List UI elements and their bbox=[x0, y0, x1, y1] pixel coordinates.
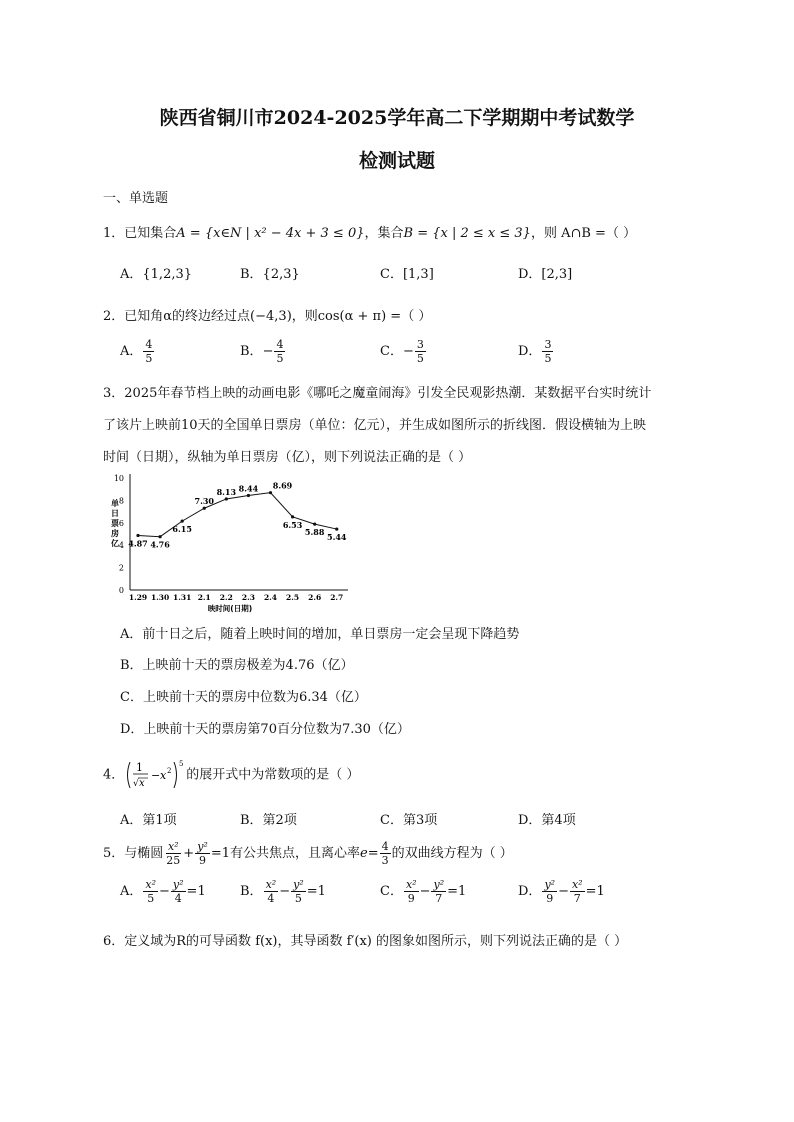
q4-suffix: 的展开式中为常数项的是（ ） bbox=[186, 767, 360, 783]
q5-option-d[interactable]: D． $\frac{\text{y²}}{9}$ − $\frac{\text{x²}}{7}$ =1 bbox=[518, 878, 605, 905]
x-tick-label: 2.2 bbox=[219, 593, 233, 602]
x-tick-label: 2.7 bbox=[330, 593, 344, 602]
q5-option-c[interactable]: C． $\frac{\text{x²}}{9}$ − $\frac{\text{y²}}{7}$ =1 bbox=[380, 878, 467, 905]
y-tick-label: 10 bbox=[113, 474, 124, 483]
x-tick-label: 2.1 bbox=[197, 593, 211, 602]
svg-text:2: 2 bbox=[167, 767, 172, 775]
q2-option-c[interactable]: C．− $\frac{3}{5}$ bbox=[380, 338, 424, 365]
q1-option-a[interactable]: A．{1,2,3} bbox=[120, 267, 193, 282]
q4-option-b[interactable]: B．第2项 bbox=[240, 813, 297, 828]
q3-option-c[interactable]: C．上映前十天的票房中位数为6.34（亿） bbox=[120, 690, 367, 705]
svg-text:5: 5 bbox=[179, 760, 184, 768]
y-axis-label-char: 房 bbox=[111, 529, 119, 538]
question-3-line3: 时间（日期），纵轴为单日票房（亿），则下列说法正确的是（ ） bbox=[103, 450, 472, 465]
y-tick-label: 6 bbox=[118, 518, 124, 528]
exam-title-line1: 陕西省铜川市2024-2025学年高二下学期期中考试数学 bbox=[159, 107, 635, 129]
data-point bbox=[225, 497, 228, 500]
data-point bbox=[181, 520, 184, 523]
data-label: 8.44 bbox=[238, 483, 259, 494]
y-axis-label-char: 日 bbox=[111, 509, 119, 518]
q1-mid: ，集合 bbox=[364, 226, 404, 241]
q4-option-a[interactable]: A．第1项 bbox=[120, 813, 177, 828]
data-label: 8.69 bbox=[272, 480, 293, 491]
q1-option-b[interactable]: B．{2,3} bbox=[240, 267, 300, 282]
svg-text:−: − bbox=[151, 769, 161, 782]
q5-option-b[interactable]: B． $\frac{\text{x²}}{4}$ − $\frac{\text{y²}}{5}$ =1 bbox=[240, 878, 326, 905]
section-heading: 一、单选题 bbox=[103, 191, 169, 206]
question-2: 2．已知角α的终边经过点(−4,3)，则cos(α + π) =（ ） bbox=[103, 309, 432, 324]
data-point bbox=[158, 535, 161, 538]
data-label: 6.15 bbox=[172, 524, 192, 535]
q1-set-a: A = {x∈N | x² − 4x + 3 ≤ 0} bbox=[176, 226, 365, 241]
q2-option-d[interactable]: D． $\frac{3}{5}$ bbox=[518, 338, 552, 365]
question-6: 6．定义域为R的可导函数 f(x)，其导函数 f′(x) 的图象如图所示，则下列说法正确的是（ ） bbox=[103, 934, 628, 949]
x-tick-label: 1.30 bbox=[150, 593, 170, 602]
svg-text:x: x bbox=[139, 778, 145, 789]
x-tick-label: 2.4 bbox=[263, 593, 278, 602]
x-tick-label: 2.6 bbox=[308, 593, 322, 602]
question-3-line2: 了该片上映前10天的全国单日票房（单位：亿元），并生成如图所示的折线图．假设横轴为上映 bbox=[103, 418, 647, 433]
q1-prefix: 1．已知集合 bbox=[103, 226, 177, 241]
svg-text:x: x bbox=[160, 769, 167, 782]
data-point bbox=[335, 527, 338, 530]
question-5: 5．与椭圆 $\frac{\text{x²}}{25}$ + $\frac{\text{y²}}{9}$ =1有公共焦点，且离心率e= $\frac{4}{3}$ 的双曲线方程为（ ） bbox=[103, 840, 513, 867]
data-point bbox=[203, 507, 206, 510]
y-tick-label: 8 bbox=[118, 496, 124, 506]
data-label: 6.53 bbox=[282, 519, 303, 530]
box-office-line-chart bbox=[108, 470, 353, 615]
x-axis-label: 映时间(日期) bbox=[207, 604, 253, 613]
question-1 bbox=[103, 222, 636, 241]
q2-option-b[interactable]: B．− $\frac{4}{5}$ bbox=[240, 338, 284, 365]
data-point bbox=[291, 515, 294, 518]
y-tick-label: 4 bbox=[118, 541, 124, 551]
data-label: 5.88 bbox=[304, 527, 325, 538]
q4-option-c[interactable]: C．第3项 bbox=[380, 813, 438, 828]
x-tick-label: 2.3 bbox=[241, 593, 255, 602]
data-point bbox=[136, 534, 139, 537]
data-label: 7.30 bbox=[194, 496, 214, 507]
data-label: 4.87 bbox=[128, 538, 148, 549]
q2-option-a[interactable]: A． $\frac{4}{5}$ bbox=[120, 338, 153, 365]
q4-option-d[interactable]: D．第4项 bbox=[518, 813, 576, 828]
y-tick-label: 2 bbox=[118, 563, 124, 573]
q1-option-c[interactable]: C．[1,3] bbox=[380, 267, 434, 282]
svg-text:√: √ bbox=[133, 779, 140, 789]
data-label: 5.44 bbox=[327, 532, 347, 543]
x-tick-label: 1.29 bbox=[128, 593, 148, 602]
data-point bbox=[313, 523, 316, 526]
data-point bbox=[269, 491, 272, 494]
q5-option-a[interactable]: A． $\frac{\text{x²}}{5}$ − $\frac{\text{y²}}{4}$ =1 bbox=[120, 878, 206, 905]
question-4: 4． 1 √ x − x 2 5 的展开式中为常数项的是（ ） bbox=[103, 758, 359, 792]
y-axis-label-char: 单 bbox=[111, 499, 119, 508]
data-label: 4.76 bbox=[150, 539, 170, 550]
q3-option-a[interactable]: A．前十日之后，随着上映时间的增加，单日票房一定会呈现下降趋势 bbox=[120, 627, 520, 642]
q1-tail: ，则 A∩B =（ ） bbox=[530, 226, 637, 241]
data-label: 8.13 bbox=[216, 486, 237, 497]
q3-option-b[interactable]: B．上映前十天的票房极差为4.76（亿） bbox=[120, 658, 354, 673]
question-3-line1: 3．2025年春节档上映的动画电影《哪吒之魔童闹海》引发全民观影热潮．某数据平台实时统计 bbox=[103, 386, 652, 401]
y-axis-label-char: 票 bbox=[111, 519, 119, 528]
data-point bbox=[247, 494, 250, 497]
exam-title-line2: 检测试题 bbox=[358, 150, 435, 172]
q1-set-b: B = {x | 2 ≤ x ≤ 3} bbox=[403, 226, 531, 241]
svg-text:1: 1 bbox=[136, 761, 144, 774]
y-axis-label-char: 亿 bbox=[111, 539, 119, 548]
q3-option-d[interactable]: D．上映前十天的票房第70百分位数为7.30（亿） bbox=[120, 722, 410, 737]
q1-option-d[interactable]: D．[2,3] bbox=[518, 267, 573, 282]
x-tick-label: 2.5 bbox=[286, 593, 300, 602]
x-tick-label: 1.31 bbox=[173, 593, 192, 602]
binomial-expression bbox=[124, 758, 186, 792]
y-tick-label: 0 bbox=[118, 586, 124, 595]
